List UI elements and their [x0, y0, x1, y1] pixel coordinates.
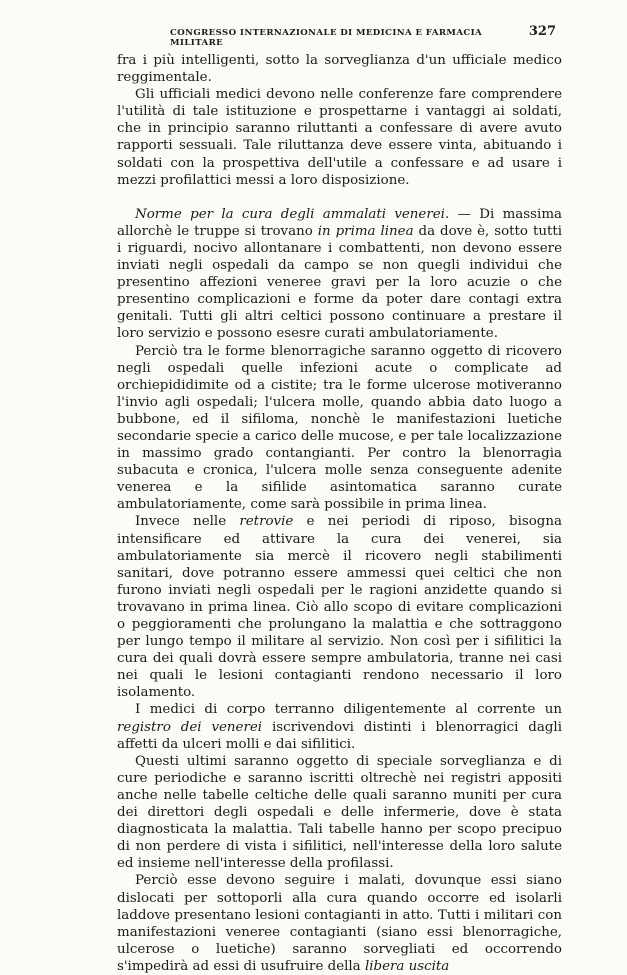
- page-header: [170, 24, 556, 48]
- paragraph: Gli ufficiali medici devono nelle conferenze fare comprendere l'utilità di tale istituzione e prospettarne i vantaggi ai soldati, che in principio saranno riluttanti a confessare di avere avuto rapporti sessuali. Tale riluttanza deve essere vinta, abituando i soldati con la prospettiva dell'utile a confessare e ad usare i mezzi profilattici messi a loro disposizione.: [117, 87, 562, 188]
- paragraph: I medici di corpo terranno diligentemente al corrente un registro dei venerei iscrivendovi distinti i blenorragici dagli affetti da ulceri molli e dai sifilitici.: [117, 702, 562, 752]
- section-paragraph: Norme per la cura degli ammalati venerei. — Di massima allorchè le truppe si trovano in prima linea da dove è, sotto tutti i riguardi, nocivo allontanare i combattenti, non devono essere inviati negli ospedali da campo se non quegli individui che presentino affezioni veneree gravi per la loro acuzie o che presentino complicazioni e forme da poter dare contagi extra genitali. Tutti gli altri celtici possono continuare a prestare il loro servizio e possono esesre curati ambulatoriamente.: [117, 206, 562, 342]
- page-number: 327: [528, 24, 556, 39]
- section-heading: Norme per la cura degli ammalati venerei.: [135, 206, 450, 222]
- running-title: CONGRESSO INTERNAZIONALE DI MEDICINA E FARMACIA MILITARE: [170, 28, 483, 48]
- paragraph: Perciò tra le forme blenorragiche saranno oggetto di ricovero negli ospedali quelle infezioni acute o complicate ad orchiepididimite od a cistite; tra le forme ulcerose motiveranno l'invio agli ospedali; l'ulcera molle, quando abbia dato luogo a bubbone, ed il sifiloma, nonchè le manifestazioni luetiche secondarie specie a carico delle mucose, e per tale localizzazione in massimo grado contangianti. Per contro la blenorragia subacuta e cronica, l'ulcera molle senza conseguente adenite venerea e la sifilide asintomatica saranno curate ambulatoriamente, come sarà possibile in prima linea.: [117, 343, 562, 513]
- paragraph-continued: fra i più intelligenti, sotto la sorveglianza d'un ufficiale medico reggimentale.: [117, 53, 562, 86]
- paragraph: Perciò esse devono seguire i malati, dovunque essi siano dislocati per sottoporli alla cura quando occorre ed isolarli laddove presentano lesioni contagianti in atto. Tutti i militari con manifestazioni veneree contagianti (siano essi blenorragiche, ulcerose o luetiche) saranno sorvegliati ed occorrendo s'impedirà ad essi di usufruire della libera uscita: [117, 873, 562, 974]
- body-text: [117, 52, 562, 975]
- paragraph: Questi ultimi saranno oggetto di speciale sorveglianza e di cure periodiche e saranno iscritti oltrechè nei registri appositi anche nelle tabelle celtiche delle quali saranno muniti per cura dei direttori degli ospedali e delle infermerie, dove è stata diagnosticata la malattia. Tali tabelle hanno per scopo precipuo di non perdere di vista i sifilitici, nell'interesse della loro salute ed insieme nell'interesse della profilassi.: [117, 753, 562, 872]
- paragraph: Invece nelle retrovie e nei periodi di riposo, bisogna intensificare ed attivare la cura dei venerei, sia ambulatoriamente sia mercè il ricovero negli stabilimenti sanitari, dove potranno essere ammessi quei celtici che non furono inviati negli ospedali per le ragioni anzidette quando si trovavano in prima linea. Ciò allo scopo di evitare complicazioni o peggioramenti che prolungano la malattia e che sottraggono per lungo tempo il militare al servizio. Non così per i sifilitici la cura dei quali dovrà essere sempre ambulatoria, tranne nei casi nei quali le lesioni contagianti rendono necessario il loro isolamento.: [117, 514, 562, 701]
